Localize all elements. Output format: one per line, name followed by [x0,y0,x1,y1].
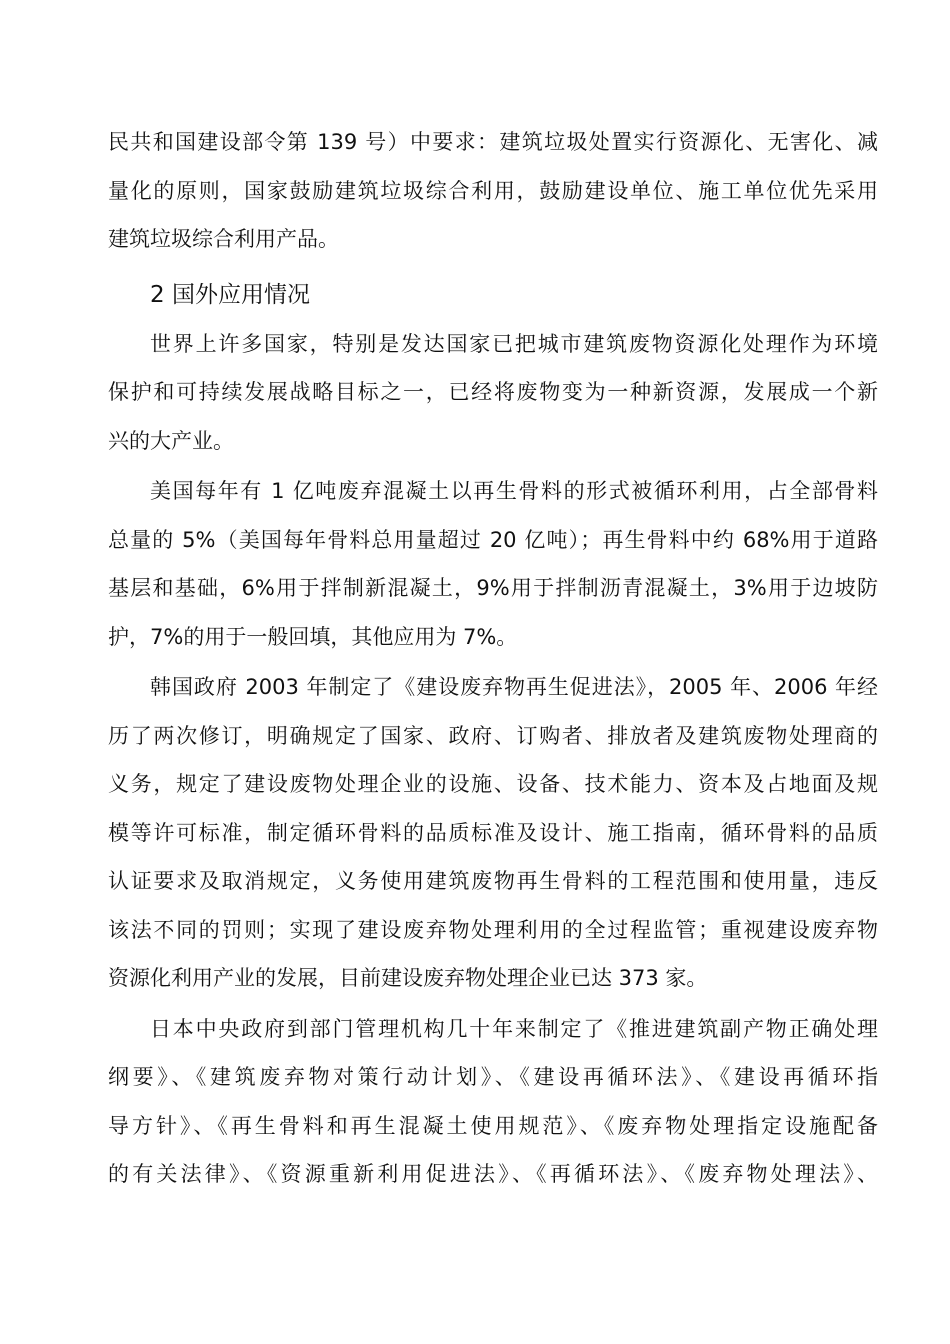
document-page [108,118,878,1201]
paragraph-overview [108,320,878,466]
text-line: 美国每年有 1 亿吨废弃混凝土以再生骨料的形式被循环利用，占全部骨料 [150,479,878,503]
text-line: 量化的原则，国家鼓励建筑垃圾综合利用，鼓励建设单位、施工单位优先采用 [108,178,878,203]
paragraph-usa [108,467,878,661]
text-line: 日本中央政府到部门管理机构几十年来制定了《推进建筑副产物正确处理 [150,1016,878,1041]
text-line: 的有关法律》、《资源重新利用促进法》、《再循环法》、《废弃物处理法》、 [108,1162,878,1186]
section-heading: 2 国外应用情况 [150,281,310,308]
text-line: 基层和基础，6%用于拌制新混凝土，9%用于拌制沥青混凝土，3%用于边坡防 [108,576,878,600]
paragraph-japan [108,1005,878,1199]
text-line: 兴的大产业。 [108,428,234,453]
text-line: 民共和国建设部令第 139 号）中要求：建筑垃圾处置实行资源化、无害化、减 [108,130,878,154]
text-line: 建筑垃圾综合利用产品。 [108,227,339,251]
text-line: 模等许可标准，制定循环骨料的品质标准及设计、施工指南，循环骨料的品质 [108,820,878,845]
text-line: 纲要》、《建筑废弃物对策行动计划》、《建设再循环法》、《建设再循环指 [108,1065,878,1089]
text-line: 认证要求及取消规定，义务使用建筑废物再生骨料的工程范围和使用量，违反 [108,869,878,893]
text-line: 护，7%的用于一般回填，其他应用为 7%。 [108,624,518,649]
text-line: 世界上许多国家，特别是发达国家已把城市建筑废物资源化处理作为环境 [150,331,878,356]
text-line: 义务，规定了建设废物处理企业的设施、设备、技术能力、资本及占地面及规 [108,772,878,796]
text-line: 保护和可持续发展战略目标之一，已经将废物变为一种新资源，发展成一个新 [108,380,878,404]
text-line: 该法不同的罚则；实现了建设废弃物处理利用的全过程监管；重视建设废弃物 [108,917,878,942]
text-line: 总量的 5%（美国每年骨料总用量超过 20 亿吨）；再生骨料中约 68%用于道路 [108,527,878,552]
text-line: 韩国政府 2003 年制定了《建设废弃物再生促进法》，2005 年、2006 年经 [150,675,878,699]
paragraph-korea [108,663,878,1003]
text-line: 历了两次修订，明确规定了国家、政府、订购者、排放者及建筑废物处理商的 [108,723,878,748]
text-line: 导方针》、《再生骨料和再生混凝土使用规范》、《废弃物处理指定设施配备 [108,1113,878,1138]
paragraph-regulation [108,118,878,264]
text-line: 资源化利用产业的发展，目前建设废弃物处理企业已达 373 家。 [108,966,708,990]
